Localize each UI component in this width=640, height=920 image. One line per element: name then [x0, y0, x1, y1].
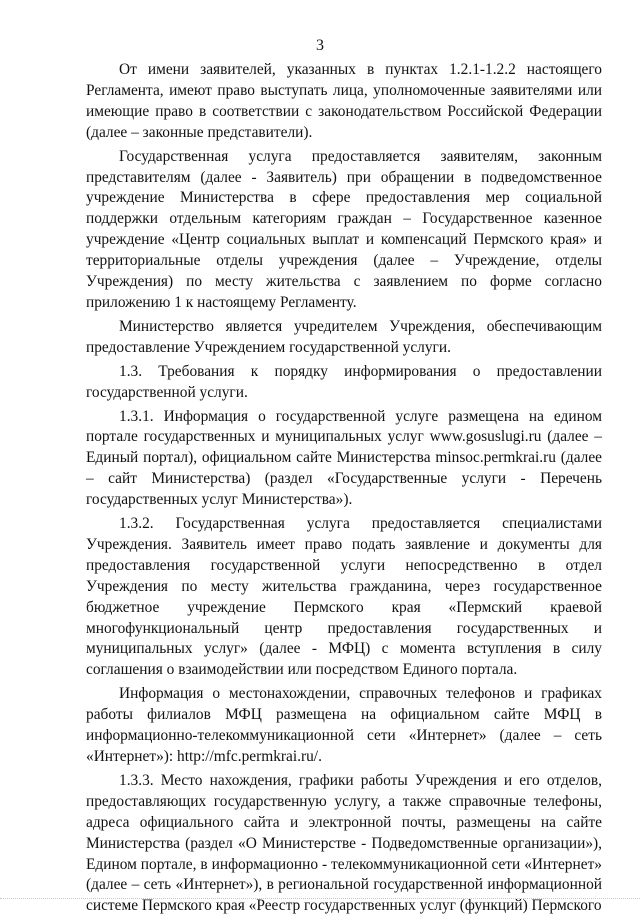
paragraph-section-1-3-2: 1.3.2. Государственная услуга предоставляется специалистами Учреждения. Заявитель имеет право подать заявление и документы для предоставления государственной услуги непосредственно в отдел Учреждения по месту жительства гражданина, через государственное бюджетное учреждение Пермского края «Пермский краевой многофункциональный центр предоставления государственных и муниципальных услуг» (далее - МФЦ) с момента вступления в силу соглашения о взаимодействии или посредством Единого портала. [86, 515, 602, 679]
paragraph-section-1-3-3: 1.3.3. Место нахождения, графики работы Учреждения и его отделов, предоставляющих государственную услугу, а также справочные телефоны, адреса официального сайта и электронной почты, размещены на сайте Министерства (раздел «О Министерстве - Подведомственные организации»), Едином портале, в информационно - телекоммуникационной сети «Интернет» (далее – сеть «Интернет»), в региональной государственной информационной системе Пермского края «Реестр государственных услуг (функций) Пермского [86, 771, 602, 915]
scan-edge-line [0, 898, 640, 901]
paragraph-section-1-3-1: 1.3.1. Информация о государственной услуге размещена на едином портале государственных и муниципальных услуг www.gosuslugi.ru (далее – Единый портал), официальном сайте Министерства minsoc.permkrai.ru (далее – сайт Министерства) (раздел «Государственные услуги - Перечень государственных услуг Министерства»). [86, 407, 602, 509]
paragraph-legal-representatives: От имени заявителей, указанных в пунктах 1.2.1-1.2.2 настоящего Регламента, имеют право выступать лица, уполномоченные заявителями или имеющие право в соответствии с законодательством Российской Федерации (далее – законные представители). [86, 61, 602, 141]
paragraph-service-provision: Государственная услуга предоставляется заявителям, законным представителям (далее - Заявитель) при обращении в подведомственное учреждение Министерства в сфере предоставления мер социальной поддержки отдельным категориям граждан – Государственное казенное учреждение «Центр социальных выплат и компенсаций Пермского края» и территориальные отделы учреждения (далее – Учреждение, отделы Учреждения) по месту жительства с заявлением по форме согласно приложению 1 к настоящему Регламенту. [86, 147, 602, 311]
paragraph-mfc-info: Информация о местонахождении, справочных телефонов и графиках работы филиалов МФЦ размещена на официальном сайте МФЦ в информационно-телекоммуникационной сети «Интернет» (далее – сеть «Интернет»): http://mfc.permkrai.ru/. [86, 685, 602, 765]
page-number: 3 [316, 37, 324, 54]
paragraph-ministry-founder: Министерство является учредителем Учреждения, обеспечивающим предоставление Учреждением государственной услуги. [86, 317, 602, 356]
document-body [86, 60, 602, 920]
paragraph-section-1-3: 1.3. Требования к порядку информирования о предоставлении государственной услуги. [86, 362, 602, 401]
